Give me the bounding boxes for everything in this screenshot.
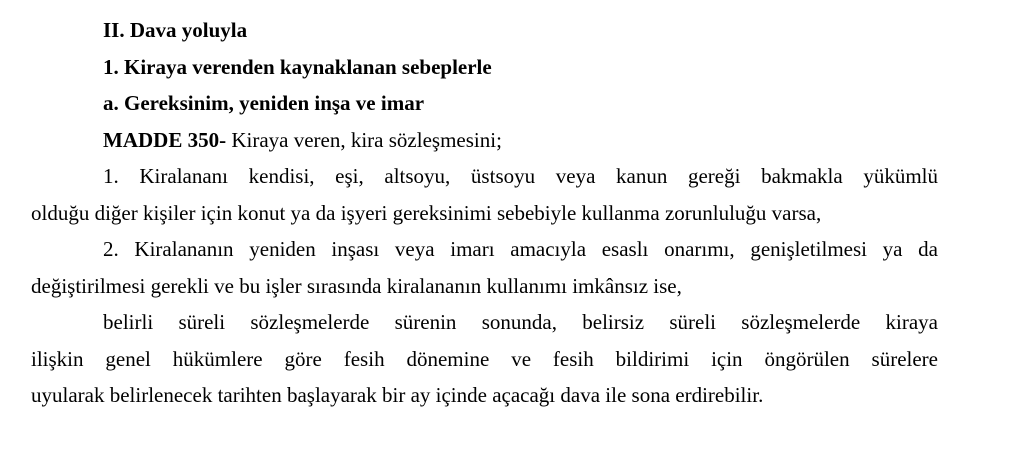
article-line <box>31 122 938 159</box>
article-intro: Kiraya veren, kira sözleşmesini; <box>226 127 502 152</box>
closing-line-2: ilişkin genel hükümlere göre fesih dönemine ve fesih bildirimi için öngörülen sürelere <box>31 346 938 371</box>
item-1-line-1: 1. Kiralananı kendisi, eşi, altsoyu, üstsoyu veya kanun gereği bakmakla yükümlü <box>103 164 938 188</box>
closing-line-1: belirli süreli sözleşmelerde sürenin sonunda, belirsiz süreli sözleşmelerde kiraya <box>103 310 938 334</box>
item-1-line-2: olduğu diğer kişiler için konut ya da işyeri gereksinimi sebebiyle kullanma zorunluluğu varsa, <box>31 200 822 225</box>
closing-line-3: uyularak belirlenecek tarihten başlayarak bir ay içinde açacağı dava ile sona erdirebilir. <box>31 383 764 407</box>
article-label: MADDE 350- <box>103 127 227 152</box>
subsection-heading: 1. Kiraya verenden kaynaklanan sebeplerle <box>103 54 492 79</box>
section-heading: II. Dava yoluyla <box>103 18 248 42</box>
subsubsection-heading: a. Gereksinim, yeniden inşa ve imar <box>103 91 425 115</box>
item-2-line-2: değiştirilmesi gerekli ve bu işler sırasında kiralananın kullanımı imkânsız ise, <box>31 273 682 298</box>
item-2-line-1: 2. Kiralananın yeniden inşası veya imarı amacıyla esaslı onarımı, genişletilmesi ya da <box>103 237 938 261</box>
document-page <box>31 12 938 414</box>
